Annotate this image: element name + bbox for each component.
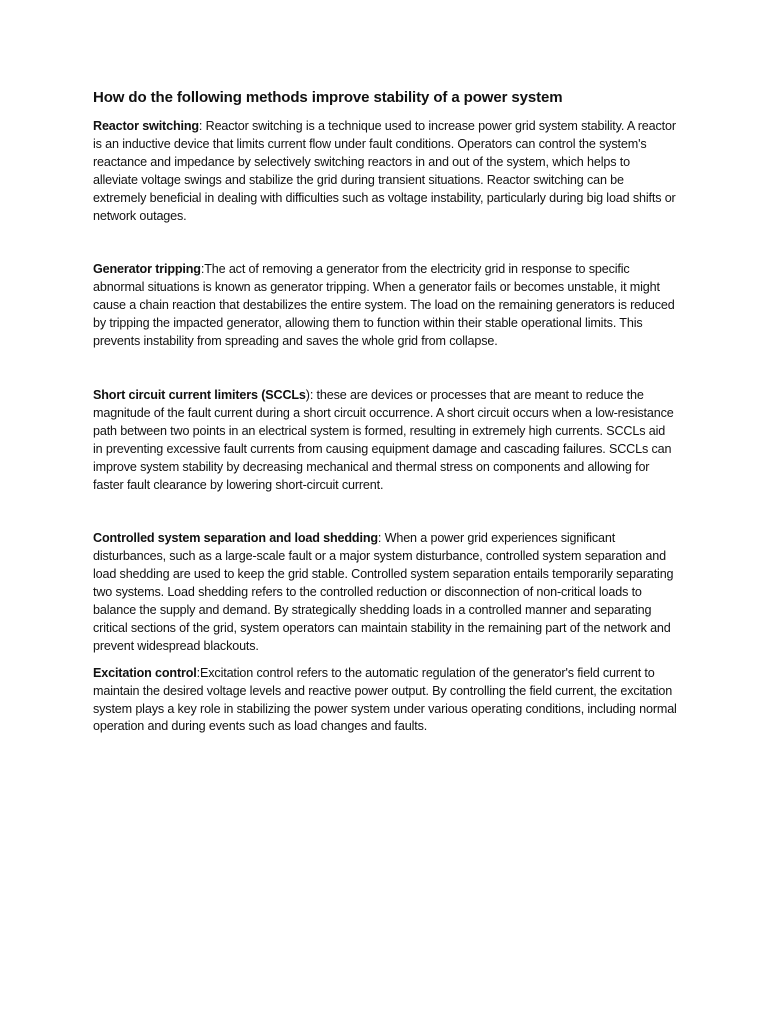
section-text: Excitation control refers to the automatic regulation of the generator's field current to maintain the desired voltage levels and reactive power output. By controlling the field current, the excitation system plays a key role in stabilizing the power system under various operating conditions, including normal operation and during events such as load changes and faults. xyxy=(93,665,677,734)
section-separator: ): xyxy=(305,387,317,402)
section-separator: : xyxy=(200,262,205,277)
section-term: Generator tripping xyxy=(93,262,201,277)
section-term: Excitation control xyxy=(93,665,197,680)
section-term: Short circuit current limiters (SCCLs xyxy=(93,387,306,402)
section-text: When a power grid experiences significant disturbances, such as a large-scale fault or a major system disturbance, controlled system separation and load shedding are used to keep the grid stable. Controlled system separation entails temporarily separating two systems. Load shedding refers to the controlled reduction or disconnection of non-critical loads to balance the supply and demand. By strategically shedding loads in a controlled manner and separating critical sections of the grid, system operators can maintain stability in the remaining part of the network and prevent widespread blackouts. xyxy=(93,531,674,653)
section-generator-tripping xyxy=(93,261,677,351)
document-page xyxy=(93,88,677,736)
section-term: Controlled system separation and load shedding xyxy=(93,531,378,546)
section-reactor-switching xyxy=(93,118,677,225)
section-controlled-separation-load-shedding xyxy=(93,530,677,655)
section-text: The act of removing a generator from the electricity grid in response to specific abnormal situations is known as generator tripping. When a generator fails or becomes unstable, it might cause a chain reaction that destabilizes the entire system. The load on the remaining generators is reduced by tripping the impacted generator, allowing them to function within their stable operational limits. This prevents instability from spreading and saves the whole grid from collapse. xyxy=(93,262,675,349)
section-text: these are devices or processes that are meant to reduce the magnitude of the fault current during a short circuit occurrence. A short circuit occurs when a low-resistance path between two points in an electrical system is formed, resulting in extremely high currents. SCCLs aid in preventing excessive fault currents from causing equipment damage and cascading failures. SCCLs can improve system stability by decreasing mechanical and thermal stress on components and allowing for faster fault clearance by lowering short-circuit current. xyxy=(93,387,674,492)
section-excitation-control xyxy=(93,665,677,737)
section-term: Reactor switching xyxy=(93,119,199,133)
section-short-circuit-current-limiters xyxy=(93,387,677,494)
section-separator: : xyxy=(377,531,385,546)
section-separator: : xyxy=(198,119,206,133)
section-separator: : xyxy=(196,665,201,680)
document-title: How do the following methods improve stability of a power system xyxy=(93,89,563,106)
section-text: Reactor switching is a technique used to increase power grid system stability. A reactor is an inductive device that limits current flow under fault conditions. Operators can control the system's reactance and impedance by selectively switching reactors in and out of the system, which helps to alleviate voltage swings and stabilize the grid during transient situations. Reactor switching can be extremely beneficial in dealing with difficulties such as voltage instability, particularly during big load shifts or network outages. xyxy=(93,119,676,223)
